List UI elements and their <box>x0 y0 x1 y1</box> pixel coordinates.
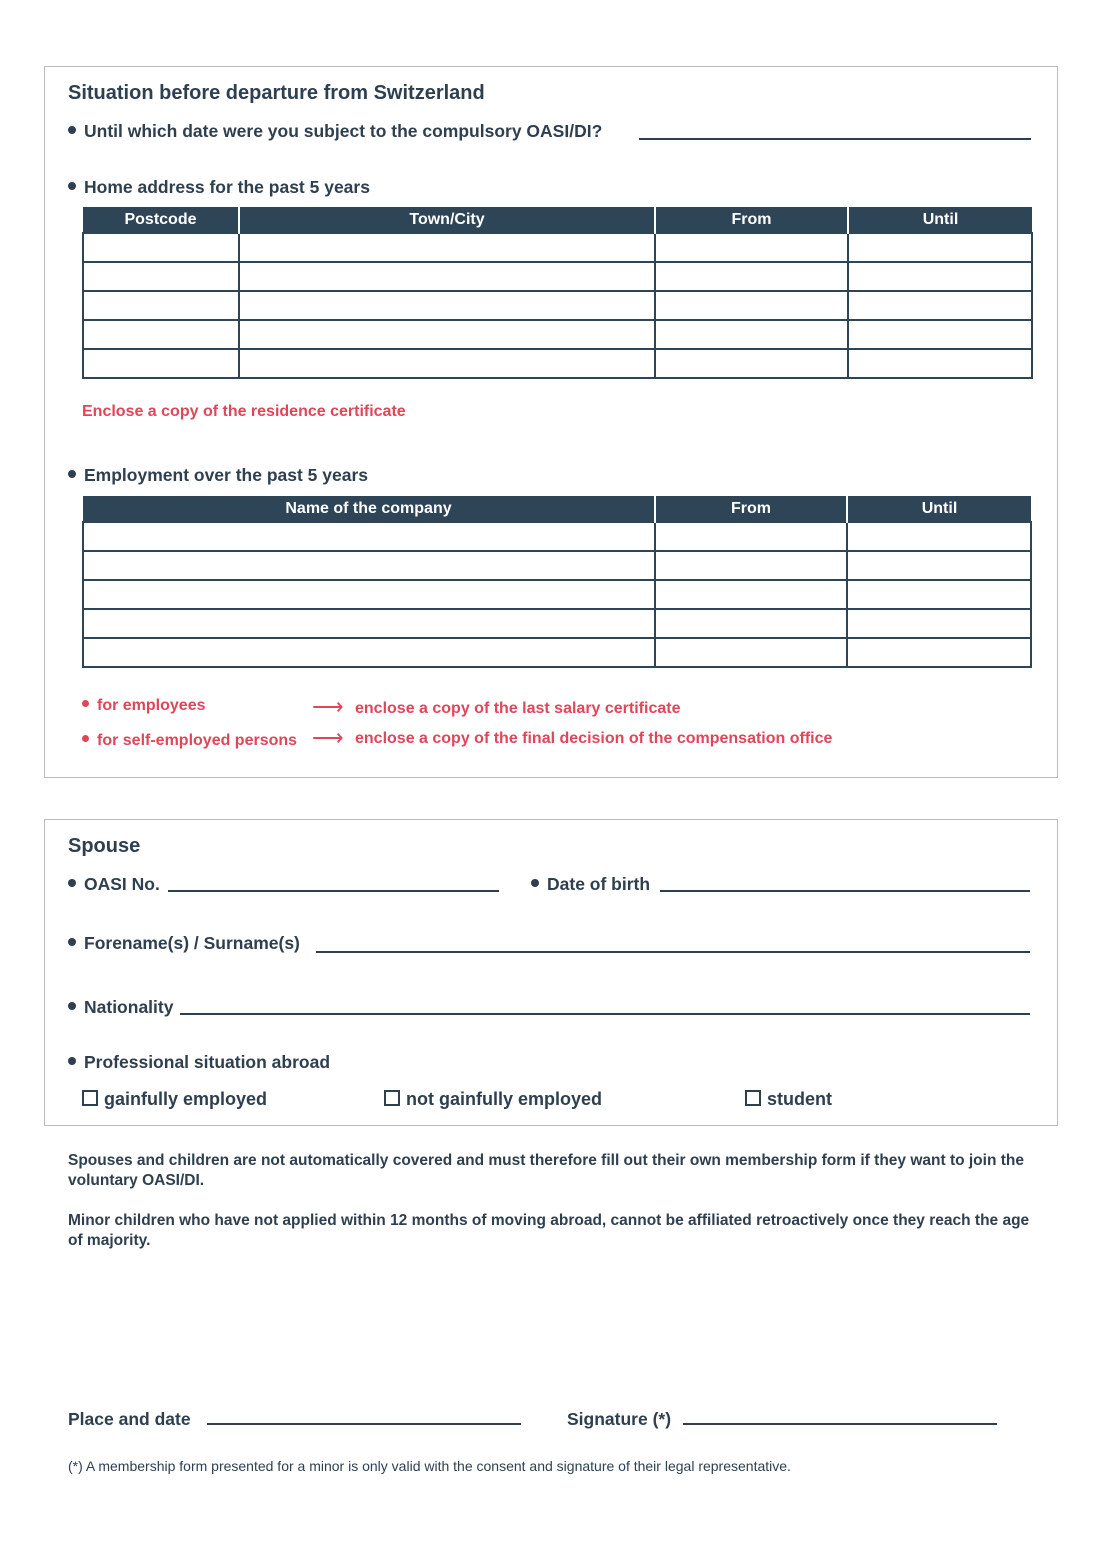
until-cell[interactable] <box>848 233 1032 262</box>
spouse-title: Spouse <box>68 835 141 857</box>
col-town-city: Town/City <box>239 207 655 233</box>
bullet-icon <box>68 1002 76 1010</box>
until-date-field[interactable] <box>639 138 1031 140</box>
postcode-cell[interactable] <box>83 233 239 262</box>
postcode-cell[interactable] <box>83 320 239 349</box>
until-cell[interactable] <box>847 638 1031 667</box>
table-row <box>83 262 1032 291</box>
name-field-label <box>68 933 300 954</box>
from-cell[interactable] <box>655 320 848 349</box>
employees-label-text: for employees <box>97 697 206 714</box>
col-from: From <box>655 496 847 522</box>
bullet-icon <box>531 879 539 887</box>
signature-label: Signature (*) <box>567 1409 672 1429</box>
table-row <box>83 233 1032 262</box>
postcode-cell[interactable] <box>83 349 239 378</box>
postcode-cell[interactable] <box>83 291 239 320</box>
from-cell[interactable] <box>655 551 847 580</box>
dob-field-label <box>531 874 650 895</box>
col-until: Until <box>848 207 1032 233</box>
town-city-cell[interactable] <box>239 262 655 291</box>
col-company-name: Name of the company <box>83 496 655 522</box>
option-label: gainfully employed <box>104 1089 268 1109</box>
arrow-right-icon: ⟶ <box>312 694 344 719</box>
checkbox-icon[interactable] <box>384 1090 400 1106</box>
table-row <box>83 349 1032 378</box>
col-from: From <box>655 207 848 233</box>
until-cell[interactable] <box>848 262 1032 291</box>
place-date-field[interactable] <box>207 1423 521 1425</box>
company-cell[interactable] <box>83 551 655 580</box>
employees-action: enclose a copy of the last salary certificate <box>355 700 681 717</box>
employees-label <box>82 697 205 715</box>
situation-title: Situation before departure from Switzerland <box>68 82 485 104</box>
table-row <box>83 609 1031 638</box>
footnote: (*) A membership form presented for a minor is only valid with the consent and signature of their legal representative. <box>68 1458 791 1474</box>
oasi-no-field[interactable] <box>168 890 499 892</box>
question-home-address-label: Home address for the past 5 years <box>84 177 370 197</box>
spouses-note: Spouses and children are not automatically covered and must therefore fill out their own membership form if they want to join the voluntary OASI/DI. <box>68 1152 1024 1189</box>
table-row <box>83 638 1031 667</box>
question-employment-label: Employment over the past 5 years <box>84 465 368 485</box>
arrow-right-icon: ⟶ <box>312 725 344 750</box>
nationality-field[interactable] <box>180 1013 1030 1015</box>
col-postcode: Postcode <box>83 207 239 233</box>
table-row <box>83 580 1031 609</box>
bullet-icon <box>68 1057 76 1065</box>
from-cell[interactable] <box>655 609 847 638</box>
selfemployed-label <box>82 732 297 750</box>
bullet-icon <box>68 126 76 134</box>
name-field[interactable] <box>316 951 1030 953</box>
bullet-icon <box>68 470 76 478</box>
from-cell[interactable] <box>655 291 848 320</box>
option-gainfully-employed[interactable] <box>82 1089 267 1110</box>
option-label: student <box>767 1089 832 1109</box>
spouse-section <box>44 819 1058 1126</box>
bullet-icon <box>68 879 76 887</box>
option-student[interactable] <box>745 1089 832 1110</box>
from-cell[interactable] <box>655 233 848 262</box>
from-cell[interactable] <box>655 349 848 378</box>
bullet-icon <box>82 735 89 742</box>
col-until: Until <box>847 496 1031 522</box>
table-row <box>83 522 1031 551</box>
employment-header-row <box>83 496 1031 522</box>
town-city-cell[interactable] <box>239 291 655 320</box>
name-label: Forename(s) / Surname(s) <box>84 933 300 953</box>
option-label: not gainfully employed <box>406 1089 603 1109</box>
professional-situation-label <box>68 1052 330 1073</box>
until-cell[interactable] <box>847 522 1031 551</box>
option-not-gainfully-employed[interactable] <box>384 1089 602 1110</box>
town-city-cell[interactable] <box>239 233 655 262</box>
from-cell[interactable] <box>655 638 847 667</box>
home-address-table <box>82 207 1033 379</box>
bullet-icon <box>68 938 76 946</box>
until-cell[interactable] <box>848 291 1032 320</box>
postcode-cell[interactable] <box>83 262 239 291</box>
table-row <box>83 291 1032 320</box>
place-date-label: Place and date <box>68 1409 191 1429</box>
question-until-date <box>68 121 602 142</box>
until-cell[interactable] <box>848 349 1032 378</box>
question-until-date-label: Until which date were you subject to the compulsory OASI/DI? <box>84 121 603 141</box>
professional-situation-text: Professional situation abroad <box>84 1052 331 1072</box>
until-cell[interactable] <box>848 320 1032 349</box>
oasi-no-label: OASI No. <box>84 874 160 894</box>
date-of-birth-field[interactable] <box>660 890 1030 892</box>
table-row <box>83 320 1032 349</box>
checkbox-icon[interactable] <box>82 1090 98 1106</box>
company-cell[interactable] <box>83 609 655 638</box>
residence-certificate-note: Enclose a copy of the residence certificate <box>82 403 406 420</box>
until-cell[interactable] <box>847 580 1031 609</box>
until-cell[interactable] <box>847 609 1031 638</box>
company-cell[interactable] <box>83 522 655 551</box>
minors-note: Minor children who have not applied within 12 months of moving abroad, cannot be affiliated retroactively once they reach the age of majority. <box>68 1212 1030 1249</box>
table-row <box>83 551 1031 580</box>
question-employment <box>68 465 368 486</box>
selfemployed-action: enclose a copy of the final decision of the compensation office <box>355 730 833 747</box>
town-city-cell[interactable] <box>239 320 655 349</box>
town-city-cell[interactable] <box>239 349 655 378</box>
company-cell[interactable] <box>83 580 655 609</box>
situation-section <box>44 66 1058 778</box>
from-cell[interactable] <box>655 262 848 291</box>
dob-label: Date of birth <box>547 874 651 894</box>
oasi-no-field-label <box>68 874 160 895</box>
checkbox-icon[interactable] <box>745 1090 761 1106</box>
company-cell[interactable] <box>83 638 655 667</box>
nationality-label: Nationality <box>84 997 174 1017</box>
question-home-address <box>68 177 370 198</box>
bullet-icon <box>68 182 76 190</box>
nationality-field-label <box>68 997 173 1018</box>
selfemployed-label-text: for self-employed persons <box>97 732 298 749</box>
from-cell[interactable] <box>655 522 847 551</box>
home-address-header-row <box>83 207 1032 233</box>
from-cell[interactable] <box>655 580 847 609</box>
employment-table <box>82 496 1032 668</box>
bullet-icon <box>82 700 89 707</box>
until-cell[interactable] <box>847 551 1031 580</box>
signature-field[interactable] <box>683 1423 997 1425</box>
